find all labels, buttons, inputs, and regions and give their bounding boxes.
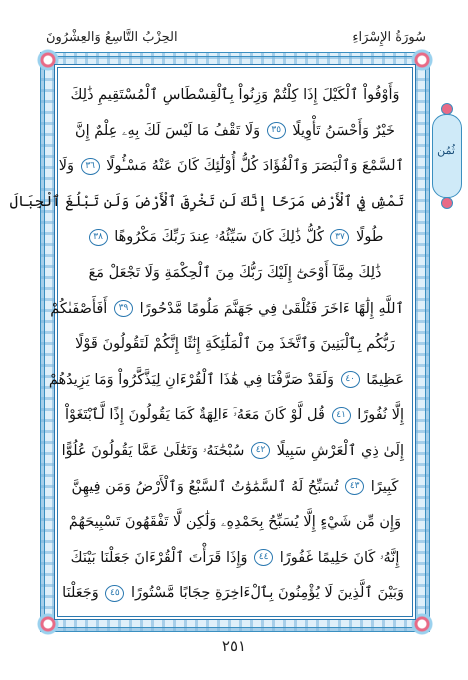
verse-text: ٱلسَّمْعَ وَٱلْبَصَرَ وَٱلْفُؤَادَ كُلُّ أُوْلَٰٓئِكَ كَانَ عَنْهُ مَسْـُٔولًا: [106, 158, 404, 175]
verse-text: وَبَيْنَ ٱلَّذِينَ لَا يُؤْمِنُونَ بِٱلْءَاخِرَةِ حِجَابًا مَّسْتُورًا: [130, 585, 404, 602]
verse-text: كُلُّ ذَٰلِكَ كَانَ سَيِّئُهُۥ عِندَ رَبِّكَ مَكْرُوهًا: [114, 229, 324, 246]
text-line: [66, 78, 404, 114]
ayah-number-marker: ٣٦: [81, 158, 100, 175]
ayah-number-marker: ٤٥: [105, 585, 124, 602]
verse-text: تَمْشِ فِي ٱلْأَرْضِ مَرَحًا إِنَّكَ لَن تَخْرِقَ ٱلْأَرْضَ وَلَن تَبْلُغَ ٱلْجِبَالَ: [9, 193, 404, 210]
verse-text: أَفَأَصْفَىٰكُمْ: [50, 300, 108, 317]
text-line: [66, 470, 404, 506]
verse-text: ٱللَّهِ إِلَٰهًا ءَاخَرَ فَتُلْقَىٰ فِي جَهَنَّمَ مَلُومًا مَّدْحُورًا: [139, 300, 404, 317]
verse-text: تُسَبِّحُ لَهُ ٱلسَّمَٰوَٰتُ ٱلسَّبْعُ وَٱلْأَرْضُ وَمَن فِيهِنَّ: [71, 478, 339, 495]
verse-text: خَيْرٌ وَأَحْسَنُ تَأْوِيلًا: [292, 122, 395, 139]
verse-text: وَإِن مِّن شَيْءٍ إِلَّا يُسَبِّحُ بِحَمْدِهِۦ وَلَٰكِن لَّا تَفْقَهُونَ تَسْبِيحَهُمْ: [68, 514, 402, 531]
ayah-number-marker: ٤١: [332, 407, 351, 424]
hizb-marker-label: ثُمُن: [437, 144, 455, 157]
verse-text: وَلَا: [58, 158, 75, 175]
verse-text: وَإِذَا قَرَأْتَ ٱلْقُرْءَانَ جَعَلْنَا بَيْنَكَ: [70, 549, 248, 566]
verse-text: إِلَىٰ ذِي ٱلْعَرْشِ سَبِيلًا: [276, 442, 404, 459]
verse-text: وَأَوْفُواْ ٱلْكَيْلَ إِذَا كِلْتُمْ وَزِنُواْ بِٱلْقِسْطَاسِ ٱلْمُسْتَقِيمِ ذَٰلِكَ: [70, 87, 400, 103]
ayah-number-marker: ٣٧: [330, 229, 349, 246]
text-line: [66, 505, 404, 541]
text-line: [9, 185, 404, 221]
text-line: [50, 292, 404, 328]
corner-ornament-icon: [411, 613, 433, 635]
verse-text: عَظِيمًا: [366, 371, 404, 388]
corner-ornament-icon: [37, 49, 59, 71]
verse-text: وَجَعَلْنَا: [62, 585, 99, 602]
juz-label: الحِزْبُ التَّاسِعُ وَالعِشْرُونَ: [46, 30, 178, 45]
surah-label: سُورَةُ الإِسْرَاءِ: [352, 30, 426, 45]
verse-text: سُبْحَٰنَهُۥ وَتَعَٰلَىٰ عَمَّا يَقُولُونَ عُلُوًّا: [61, 442, 245, 459]
page-frame: [9, 52, 430, 632]
ayah-number-marker: ٤٣: [345, 478, 364, 495]
text-line: [66, 541, 404, 577]
ayah-number-marker: ٤٢: [251, 442, 270, 459]
text-line: [58, 149, 404, 185]
page-number: ٢٥١: [221, 637, 247, 655]
quran-text-block: [9, 78, 404, 612]
verse-text: وَلَا تَقْفُ مَا لَيْسَ لَكَ بِهِۦ عِلْمٌ إِنَّ: [74, 122, 261, 139]
ayah-number-marker: ٤٤: [254, 549, 273, 566]
text-line: [66, 327, 404, 363]
text-line: [61, 434, 404, 470]
verse-text: وَلَقَدْ صَرَّفْنَا فِي هَٰذَا ٱلْقُرْءَانِ لِيَذَّكَّرُواْ وَمَا يَزِيدُهُمْ: [48, 371, 335, 388]
ayah-number-marker: ٤٠: [341, 371, 360, 388]
verse-text: طُولًا: [356, 229, 384, 246]
verse-text: إِنَّهُۥ كَانَ حَلِيمًا غَفُورًا: [279, 549, 400, 566]
text-line: [48, 363, 404, 399]
hizb-medallion: [426, 100, 466, 210]
verse-text: كَبِيرًا: [370, 478, 399, 495]
ayah-number-marker: ٣٨: [89, 229, 108, 246]
text-line: [62, 576, 404, 612]
corner-ornament-icon: [37, 613, 59, 635]
verse-text: قُل لَّوْ كَانَ مَعَهُۥٓ ءَالِهَةٌ كَمَا يَقُولُونَ إِذًا لَّٱبْتَغَوْاْ: [64, 407, 325, 424]
ayah-number-marker: ٣٥: [267, 122, 286, 139]
corner-ornament-icon: [411, 49, 433, 71]
text-panel: [9, 67, 413, 617]
text-line: [66, 398, 404, 434]
verse-text: ذَٰلِكَ مِمَّآ أَوْحَىٰٓ إِلَيْكَ رَبُّكَ مِنَ ٱلْحِكْمَةِ وَلَا تَجْعَلْ مَعَ: [88, 264, 382, 281]
text-line: [66, 256, 404, 292]
text-line: [66, 114, 404, 150]
ayah-number-marker: ٣٩: [114, 300, 133, 317]
verse-text: إِلَّا نُفُورًا: [357, 407, 404, 424]
text-line: [66, 220, 404, 256]
verse-text: رَبُّكُم بِٱلْبَنِينَ وَٱتَّخَذَ مِنَ ٱلْمَلَٰٓئِكَةِ إِنَٰثًا إِنَّكُمْ لَتَقُولُونَ قَوْلًا: [75, 336, 395, 353]
